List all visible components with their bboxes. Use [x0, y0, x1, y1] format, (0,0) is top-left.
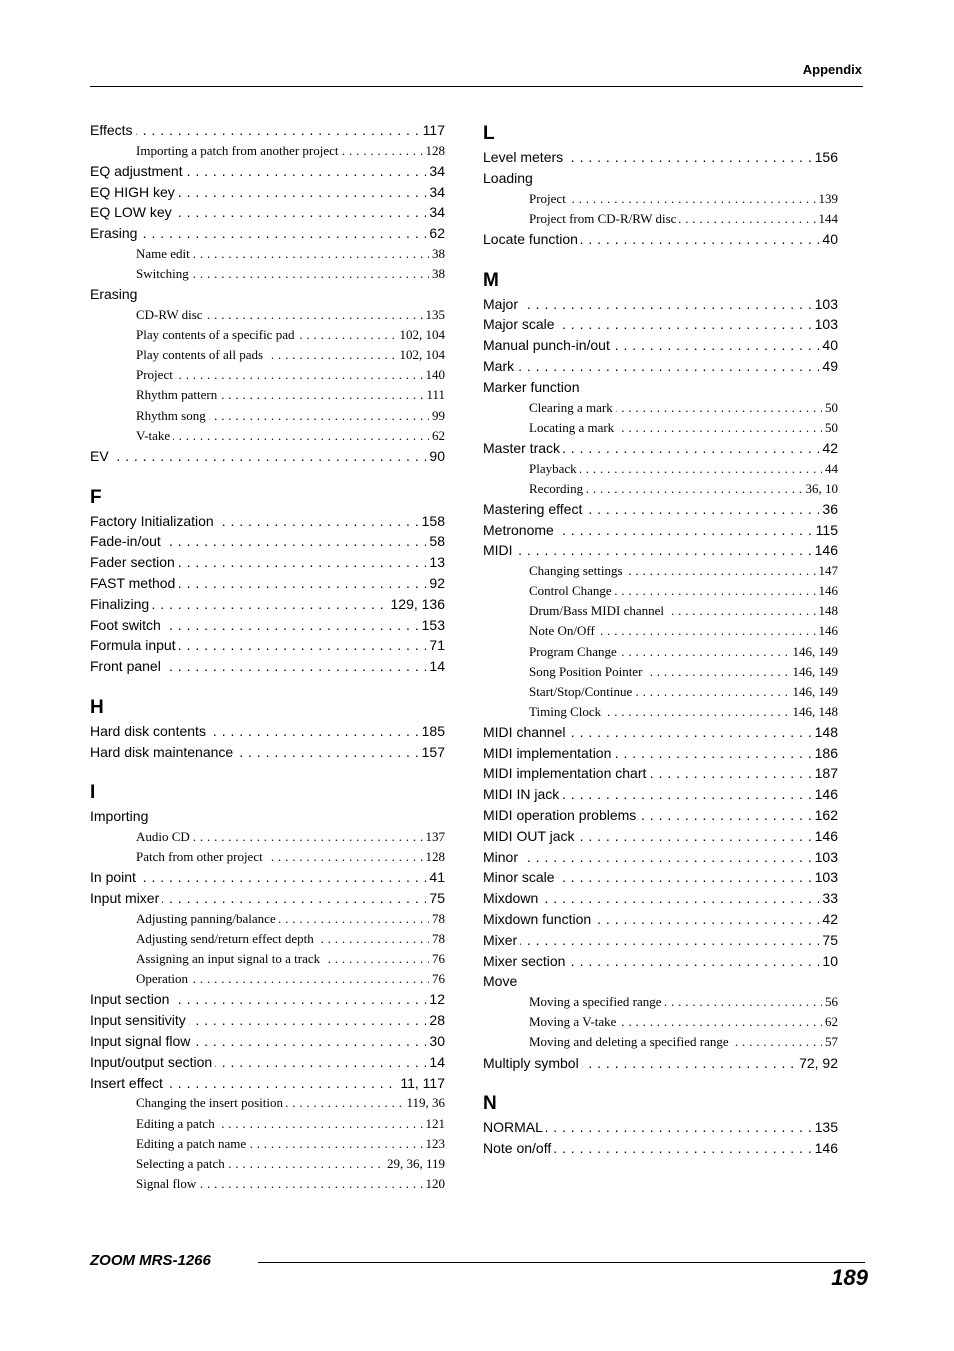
- index-page-ref: 44: [822, 459, 838, 479]
- index-term: Finalizing: [90, 596, 152, 612]
- index-subentry: [90, 244, 445, 264]
- index-entry: [90, 161, 445, 182]
- index-term: Assigning an input signal to a track: [136, 951, 323, 966]
- index-term: Name edit: [136, 246, 193, 261]
- index-entry: [483, 1138, 838, 1159]
- index-term: Manual punch-in/out: [483, 337, 613, 353]
- index-entry: [483, 168, 838, 189]
- index-entry: [483, 335, 838, 356]
- index-subentry: [90, 909, 445, 929]
- index-entry: [90, 120, 445, 141]
- index-subentry: [483, 702, 838, 722]
- index-entry: [90, 511, 445, 532]
- index-term: Insert effect: [90, 1075, 166, 1091]
- index-letter-heading: I: [90, 782, 96, 804]
- index-term: Major: [483, 296, 521, 312]
- index-page-ref: 34: [426, 182, 445, 203]
- footer-rule: [258, 1262, 865, 1263]
- index-term: Drum/Bass MIDI channel: [529, 603, 667, 618]
- index-page-ref: 71: [426, 635, 445, 656]
- index-page-ref: 34: [426, 161, 445, 182]
- index-page-ref: 62: [426, 223, 445, 244]
- index-entry: [90, 1031, 445, 1052]
- index-page-ref: 123: [423, 1134, 446, 1154]
- index-subentry: [483, 561, 838, 581]
- index-entry: [90, 182, 445, 203]
- index-term: EV: [90, 448, 112, 464]
- index-page-ref: 99: [429, 406, 445, 426]
- index-page-ref: 76: [429, 949, 445, 969]
- index-entry: [90, 202, 445, 223]
- index-subentry: [90, 406, 445, 426]
- index-term: Signal flow: [136, 1176, 199, 1191]
- index-subentry: [90, 325, 445, 345]
- index-term: Recording: [529, 481, 586, 496]
- index-page-ref: 92: [426, 573, 445, 594]
- index-entry: [483, 930, 838, 951]
- index-entry: [483, 743, 838, 764]
- index-page-ref: 38: [429, 244, 445, 264]
- index-letter-heading: N: [483, 1093, 497, 1115]
- index-page-ref: 50: [822, 418, 838, 438]
- index-subentry: [483, 601, 838, 621]
- index-page-ref: 42: [819, 438, 838, 459]
- index-page-ref: 103: [812, 294, 838, 315]
- index-page-ref: 103: [812, 314, 838, 335]
- index-entry: [90, 1073, 445, 1094]
- index-entry: [90, 867, 445, 888]
- index-subentry: [90, 969, 445, 989]
- index-entry: [483, 867, 838, 888]
- index-term: Level meters: [483, 149, 566, 165]
- index-term: Metronome: [483, 522, 557, 538]
- index-term: V-take: [136, 428, 173, 443]
- index-subentry: [483, 1012, 838, 1032]
- index-letter-heading: M: [483, 269, 499, 291]
- index-page-ref: 12: [426, 989, 445, 1010]
- index-entry: [483, 438, 838, 459]
- index-entry: [483, 499, 838, 520]
- index-page-ref: 102, 104: [397, 325, 446, 345]
- index-term: Selecting a patch: [136, 1156, 228, 1171]
- index-term: Move: [483, 973, 520, 989]
- index-entry: [90, 284, 445, 305]
- index-subentry: [90, 1154, 445, 1174]
- page-number: 189: [831, 1265, 868, 1290]
- index-term: Input mixer: [90, 890, 162, 906]
- index-entry: [90, 615, 445, 636]
- index-page-ref: 103: [812, 847, 838, 868]
- index-page-ref: 56: [822, 992, 838, 1012]
- index-term: Play contents of a specific pad: [136, 327, 297, 342]
- index-term: Minor scale: [483, 869, 558, 885]
- index-term: Major scale: [483, 316, 558, 332]
- index-subentry: [90, 847, 445, 867]
- index-term: Mixer: [483, 932, 520, 948]
- index-letter-heading: L: [483, 123, 495, 144]
- index-page-ref: 139: [816, 189, 839, 209]
- index-page-ref: 42: [819, 909, 838, 930]
- index-term: Rhythm song: [136, 408, 209, 423]
- index-term: Input sensitivity: [90, 1012, 189, 1028]
- index-term: Foot switch: [90, 617, 164, 633]
- index-page-ref: 102, 104: [397, 345, 446, 365]
- index-page-ref: 119, 36: [403, 1093, 445, 1113]
- index-subentry: [90, 264, 445, 284]
- index-page-ref: 140: [423, 365, 446, 385]
- index-entry: [90, 721, 445, 742]
- index-term: CD-RW disc: [136, 307, 206, 322]
- index-term: Loading: [483, 170, 536, 186]
- index-term: Audio CD: [136, 829, 193, 844]
- index-page-ref: 148: [816, 601, 839, 621]
- index-term: Moving a specified range: [529, 994, 664, 1009]
- index-term: In point: [90, 869, 139, 885]
- index-term: NORMAL: [483, 1119, 546, 1135]
- index-subentry: [483, 189, 838, 209]
- index-entry: [483, 722, 838, 743]
- index-entry: [90, 573, 445, 594]
- index-page-ref: 146: [812, 826, 838, 847]
- index-term: Importing a patch from another project: [136, 143, 342, 158]
- index-subentry: [483, 581, 838, 601]
- index-subentry: [483, 418, 838, 438]
- index-page-ref: 14: [426, 656, 445, 677]
- index-term: Clearing a mark: [529, 400, 616, 415]
- index-entry: [483, 1053, 838, 1074]
- index-subentry: [483, 209, 838, 229]
- index-subentry: [90, 305, 445, 325]
- index-page-ref: 40: [819, 335, 838, 356]
- index-entry: [483, 909, 838, 930]
- index-subentry: [483, 992, 838, 1012]
- index-entry: [90, 806, 445, 827]
- index-term: Mixer section: [483, 953, 568, 969]
- index-entry: [90, 989, 445, 1010]
- index-subentry: [90, 1093, 445, 1113]
- index-subentry: [483, 642, 838, 662]
- index-entry: [483, 805, 838, 826]
- index-page-ref: 62: [429, 426, 445, 446]
- index-letter-heading: F: [90, 486, 102, 508]
- index-term: Fade-in/out: [90, 533, 164, 549]
- index-term: Hard disk contents: [90, 723, 209, 739]
- header-rule: [90, 86, 863, 87]
- index-page-ref: 146: [816, 621, 839, 641]
- index-entry: [90, 742, 445, 763]
- index-page-ref: 148: [812, 722, 838, 743]
- index-entry: [90, 1010, 445, 1031]
- index-page-ref: 78: [429, 929, 445, 949]
- index-page-ref: 146, 149: [790, 662, 839, 682]
- index-entry: [483, 888, 838, 909]
- index-term: Formula input: [90, 637, 179, 653]
- index-page-ref: 111: [423, 385, 445, 405]
- index-term: Playback: [529, 461, 580, 476]
- index-term: Project from CD-R/RW disc: [529, 211, 679, 226]
- index-term: EQ LOW key: [90, 204, 175, 220]
- index-entry: [90, 594, 445, 615]
- index-page-ref: 29, 36, 119: [384, 1154, 445, 1174]
- index-entry: [483, 784, 838, 805]
- index-subentry: [483, 1032, 838, 1052]
- index-column-right: [483, 120, 838, 1159]
- index-term: MIDI implementation chart: [483, 765, 649, 781]
- index-term: Rhythm pattern: [136, 387, 220, 402]
- index-term: Fader section: [90, 554, 178, 570]
- index-page-ref: 34: [426, 202, 445, 223]
- index-page-ref: 146: [816, 581, 839, 601]
- index-entry: [90, 656, 445, 677]
- index-subentry: [90, 1134, 445, 1154]
- index-letter-heading: H: [90, 696, 104, 718]
- index-subentry: [90, 426, 445, 446]
- index-page-ref: 128: [423, 141, 446, 161]
- index-term: MIDI OUT jack: [483, 828, 578, 844]
- index-page-ref: 14: [426, 1052, 445, 1073]
- index-term: Factory Initialization: [90, 513, 217, 529]
- index-page-ref: 75: [819, 930, 838, 951]
- index-page-ref: 146: [812, 540, 838, 561]
- index-subentry: [483, 621, 838, 641]
- index-page-ref: 33: [819, 888, 838, 909]
- index-term: Multiply symbol: [483, 1055, 582, 1071]
- index-term: Locate function: [483, 231, 581, 247]
- index-page-ref: 90: [426, 446, 445, 467]
- index-term: Operation: [136, 971, 191, 986]
- index-subentry: [90, 827, 445, 847]
- index-term: Input signal flow: [90, 1033, 193, 1049]
- index-entry: [90, 446, 445, 467]
- index-term: Adjusting send/return effect depth: [136, 931, 317, 946]
- index-subentry: [90, 1174, 445, 1194]
- index-term: Moving a V-take: [529, 1014, 619, 1029]
- index-page-ref: 120: [423, 1174, 446, 1194]
- index-subentry: [483, 479, 838, 499]
- index-page-ref: 30: [426, 1031, 445, 1052]
- index-page-ref: 50: [822, 398, 838, 418]
- index-entry: [483, 229, 838, 250]
- index-page-ref: 146, 149: [790, 682, 839, 702]
- index-entry: [483, 294, 838, 315]
- index-entry: [483, 147, 838, 168]
- index-entry: [90, 552, 445, 573]
- index-page-ref: 156: [812, 147, 838, 168]
- index-entry: [483, 314, 838, 335]
- index-term: Erasing: [90, 225, 140, 241]
- index-term: Note On/Off: [529, 623, 598, 638]
- index-term: EQ HIGH key: [90, 184, 178, 200]
- index-page-ref: 153: [419, 615, 445, 636]
- index-term: Moving and deleting a specified range: [529, 1034, 732, 1049]
- index-term: Timing Clock: [529, 704, 604, 719]
- index-term: Switching: [136, 266, 192, 281]
- index-term: Play contents of all pads: [136, 347, 266, 362]
- index-entry: [483, 520, 838, 541]
- section-header: Appendix: [802, 62, 862, 77]
- index-term: Mastering effect: [483, 501, 585, 517]
- index-page-ref: 146: [812, 1138, 838, 1159]
- index-term: Patch from other project: [136, 849, 266, 864]
- index-subentry: [483, 459, 838, 479]
- index-term: MIDI IN jack: [483, 786, 562, 802]
- index-page-ref: 28: [426, 1010, 445, 1031]
- index-subentry: [90, 345, 445, 365]
- index-term: Locating a mark: [529, 420, 617, 435]
- index-term: Input/output section: [90, 1054, 215, 1070]
- index-page-ref: 187: [812, 763, 838, 784]
- index-term: Mixdown: [483, 890, 541, 906]
- index-entry: [483, 847, 838, 868]
- index-page-ref: 10: [819, 951, 838, 972]
- index-page-ref: 115: [813, 520, 838, 541]
- index-term: Editing a patch name: [136, 1136, 249, 1151]
- index-term: Note on/off: [483, 1140, 554, 1156]
- index-page-ref: 147: [816, 561, 839, 581]
- index-term: Importing: [90, 808, 151, 824]
- index-page-ref: 117: [420, 120, 445, 141]
- index-term: Editing a patch: [136, 1116, 218, 1131]
- index-page-ref: 75: [426, 888, 445, 909]
- index-term: Program Change: [529, 644, 620, 659]
- index-term: EQ adjustment: [90, 163, 186, 179]
- index-term: Marker function: [483, 379, 582, 395]
- index-term: Song Position Pointer: [529, 664, 645, 679]
- index-page-ref: 41: [426, 867, 445, 888]
- index-column-left: [90, 120, 445, 1194]
- index-entry: [483, 826, 838, 847]
- index-subentry: [90, 365, 445, 385]
- index-term: Project: [529, 191, 569, 206]
- index-term: MIDI implementation: [483, 745, 614, 761]
- index-term: FAST method: [90, 575, 178, 591]
- index-term: Changing the insert position: [136, 1095, 286, 1110]
- index-term: Front panel: [90, 658, 164, 674]
- index-page-ref: 146: [812, 784, 838, 805]
- index-page-ref: 146, 149: [790, 642, 839, 662]
- index-entry: [90, 223, 445, 244]
- index-page-ref: 78: [429, 909, 445, 929]
- index-page-ref: 58: [426, 531, 445, 552]
- index-term: Input section: [90, 991, 172, 1007]
- index-subentry: [90, 929, 445, 949]
- index-page-ref: 186: [812, 743, 838, 764]
- index-subentry: [483, 662, 838, 682]
- index-entry: [483, 540, 838, 561]
- index-term: MIDI: [483, 542, 516, 558]
- index-page-ref: 121: [423, 1114, 446, 1134]
- index-term: Mark: [483, 358, 517, 374]
- index-subentry: [90, 949, 445, 969]
- index-page-ref: 38: [429, 264, 445, 284]
- index-page-ref: 72, 92: [796, 1053, 838, 1074]
- index-term: MIDI channel: [483, 724, 568, 740]
- index-term: Changing settings: [529, 563, 626, 578]
- index-page-ref: 40: [819, 229, 838, 250]
- index-page-ref: 135: [423, 305, 446, 325]
- index-term: Project: [136, 367, 176, 382]
- index-term: Adjusting panning/balance: [136, 911, 279, 926]
- index-entry: [483, 1117, 838, 1138]
- index-page-ref: 49: [819, 356, 838, 377]
- index-term: Effects: [90, 122, 136, 138]
- index-subentry: [483, 682, 838, 702]
- index-page-ref: 129, 136: [388, 594, 446, 615]
- index-term: MIDI operation problems: [483, 807, 639, 823]
- index-entry: [90, 1052, 445, 1073]
- index-term: Mixdown function: [483, 911, 594, 927]
- index-entry: [90, 635, 445, 656]
- index-entry: [483, 951, 838, 972]
- index-page-ref: 128: [423, 847, 446, 867]
- index-page-ref: 144: [816, 209, 839, 229]
- index-entry: [483, 356, 838, 377]
- index-entry: [483, 763, 838, 784]
- index-term: Minor: [483, 849, 521, 865]
- index-page-ref: 135: [812, 1117, 838, 1138]
- index-page-ref: 13: [426, 552, 445, 573]
- index-page-ref: 146, 148: [790, 702, 839, 722]
- index-term: Start/Stop/Continue: [529, 684, 635, 699]
- index-page-ref: 76: [429, 969, 445, 989]
- footer-model-name: ZOOM MRS-1266: [90, 1252, 211, 1269]
- index-page-ref: 57: [822, 1032, 838, 1052]
- index-entry: [90, 531, 445, 552]
- index-page-ref: 162: [812, 805, 838, 826]
- index-entry: [90, 888, 445, 909]
- index-page-ref: 157: [419, 742, 445, 763]
- index-term: Hard disk maintenance: [90, 744, 236, 760]
- index-page-ref: 103: [812, 867, 838, 888]
- index-subentry: [483, 398, 838, 418]
- index-term: Control Change: [529, 583, 615, 598]
- index-page-ref: 11, 117: [397, 1073, 445, 1094]
- index-page-ref: 185: [419, 721, 445, 742]
- index-subentry: [90, 1114, 445, 1134]
- index-page-ref: 137: [423, 827, 446, 847]
- index-term: Master track: [483, 440, 563, 456]
- index-subentry: [90, 385, 445, 405]
- index-entry: [483, 971, 838, 992]
- index-page-ref: 62: [822, 1012, 838, 1032]
- index-page-ref: 158: [419, 511, 445, 532]
- index-page-ref: 36, 10: [803, 479, 839, 499]
- index-page-ref: 36: [819, 499, 838, 520]
- index-term: Erasing: [90, 286, 140, 302]
- index-entry: [483, 377, 838, 398]
- index-subentry: [90, 141, 445, 161]
